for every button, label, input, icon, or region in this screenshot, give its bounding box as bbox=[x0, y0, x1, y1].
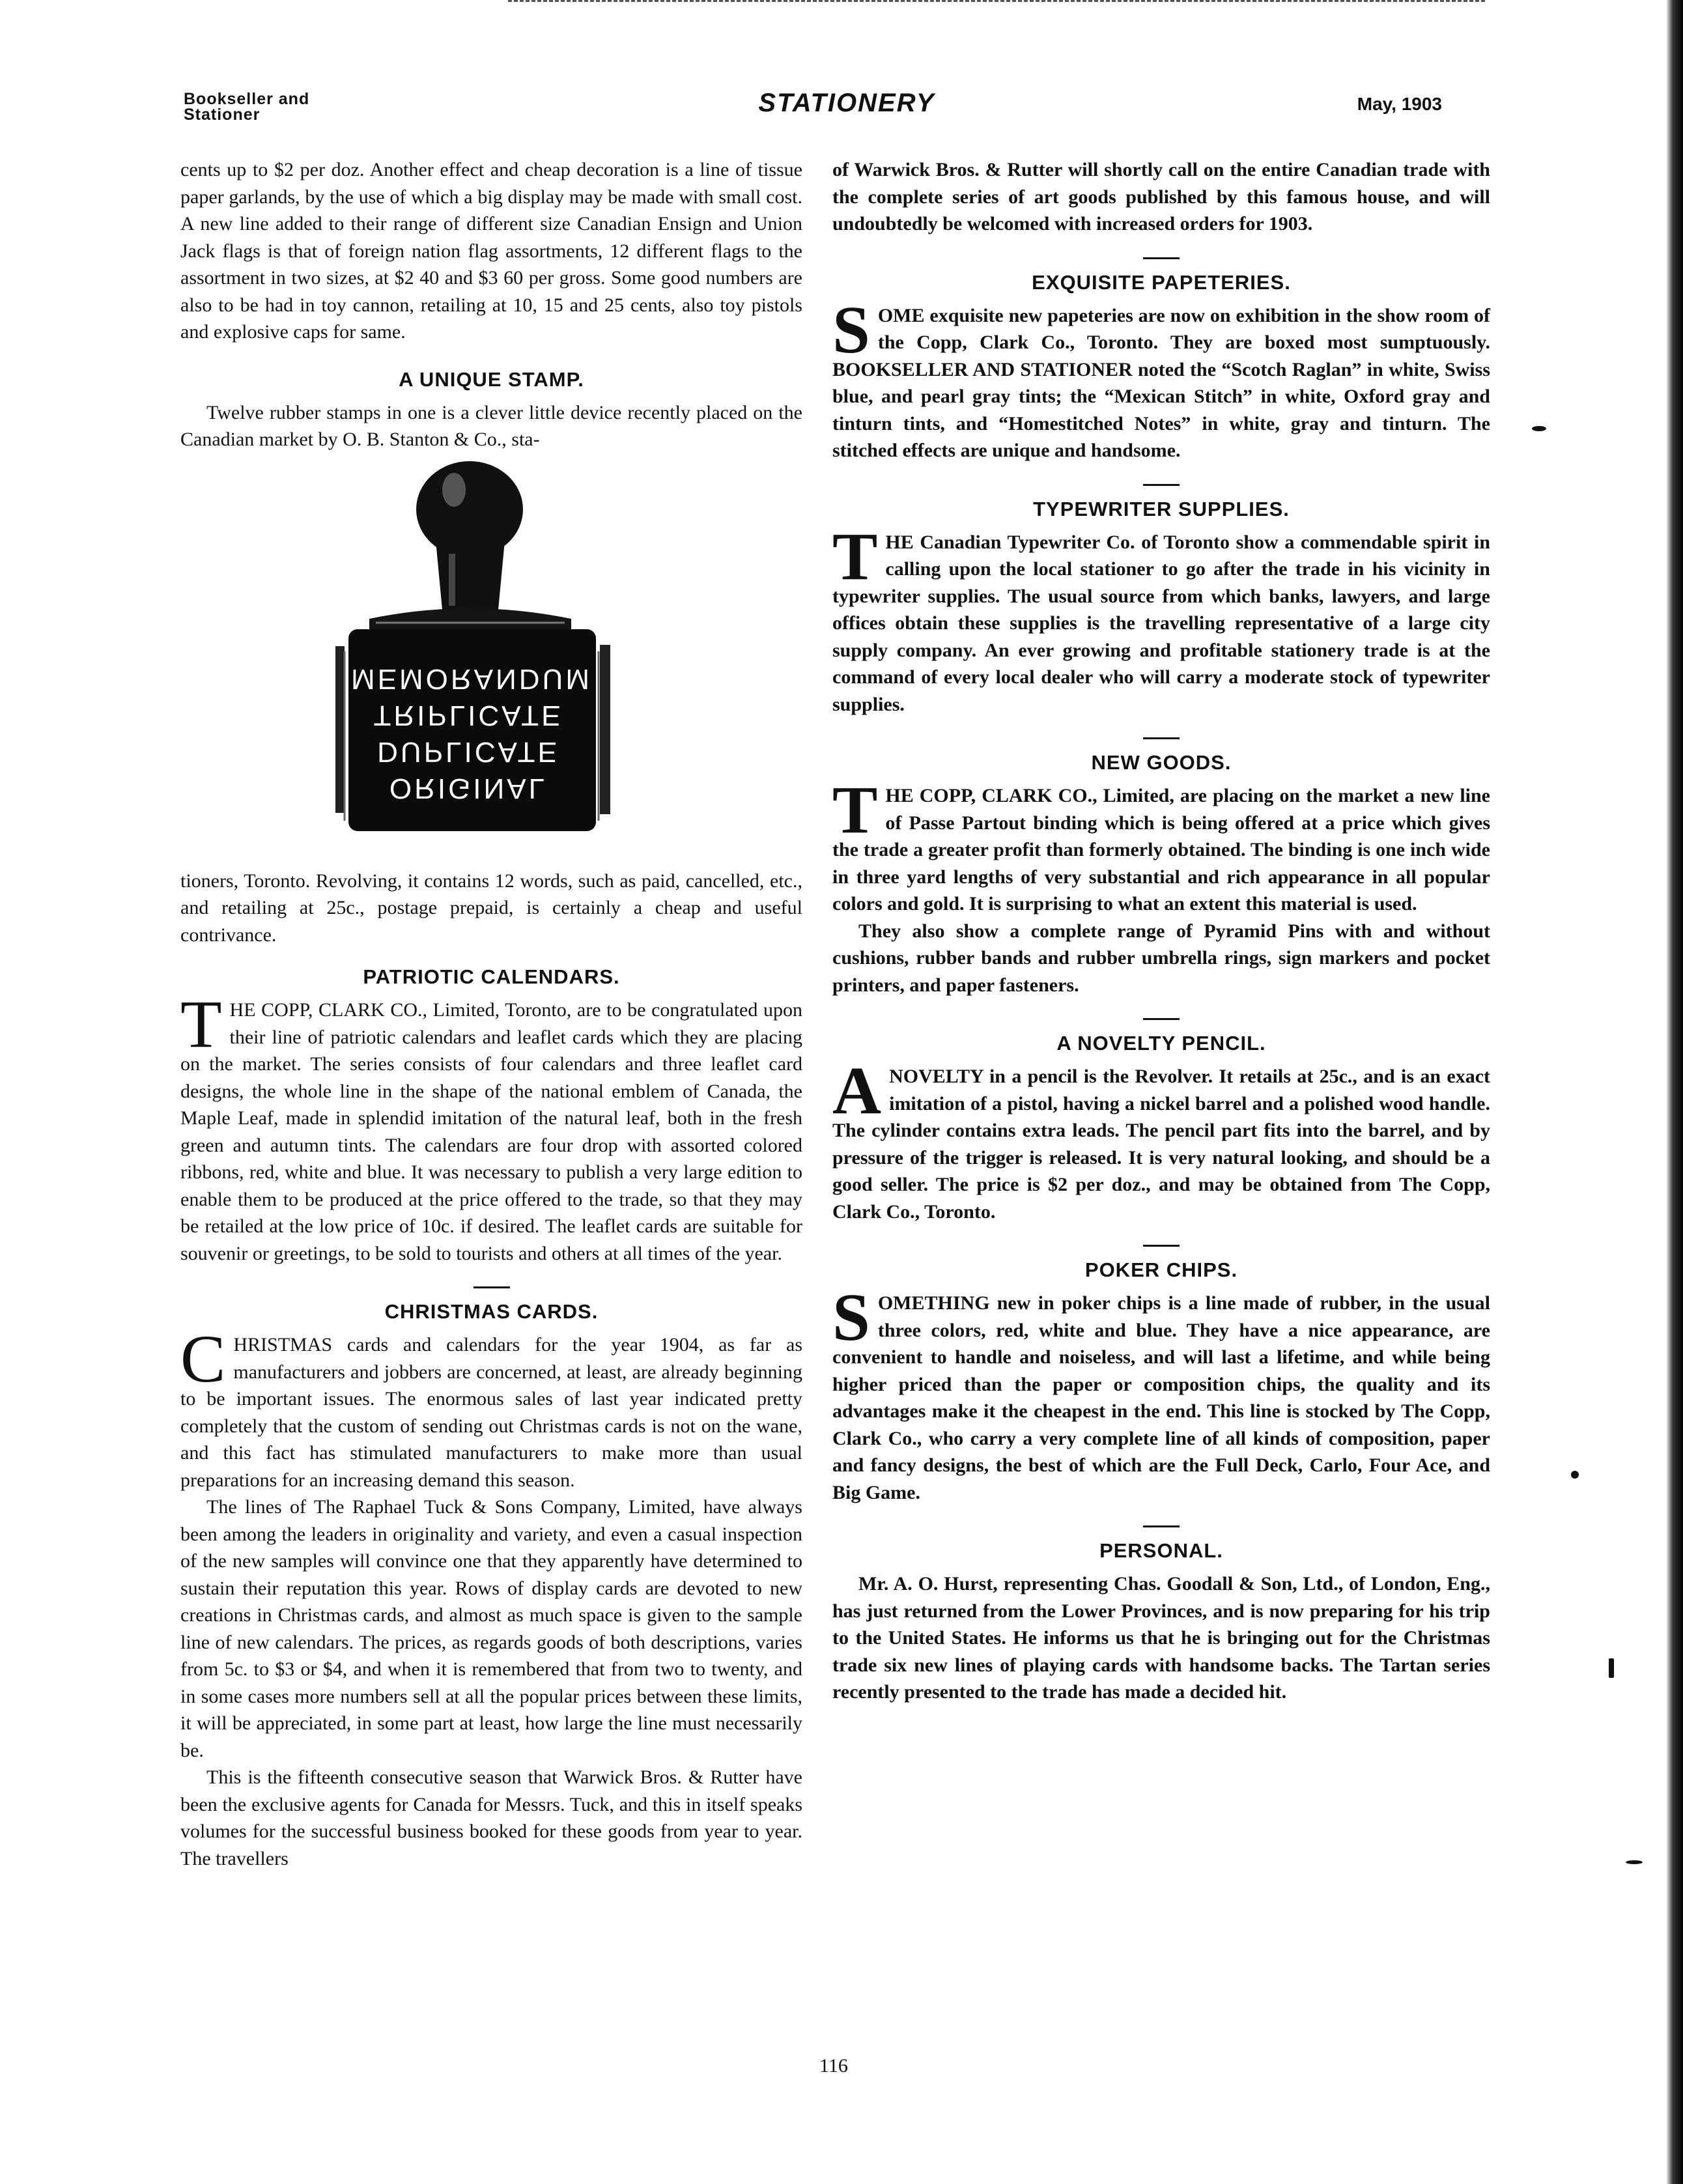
personal-paragraph: Mr. A. O. Hurst, representing Chas. Goodall & Son, Ltd., of London, Eng., has just returned from the Lower Provinces, and is now preparing for his trip to the United States. He informs us that he is bringing out for the Christmas trade six new lines of playing cards with handsome backs. The Tartan series recently presented to the trade has made a decided hit. bbox=[832, 1573, 1490, 1703]
stamp-face-line: ORIGINAL bbox=[389, 772, 548, 804]
running-head-publication-line1: Bookseller and bbox=[184, 90, 310, 108]
christmas-cards-paragraph-2: The lines of The Raphael Tuck & Sons Company, Limited, have always been among the leaders in originality and variety, and even a casual inspection of the new samples will convince one that they apparently have determined to sustain their reputation this year. Rows of display cards are devoted to new creations in Christmas cards, and almost as much space is given to the sample line of new calendars. The prices, as regards goods of both descriptions, varies from 5c. to $3 or $4, and when it is remembered that from two to twenty, and in some cases more numbers sell at all the popular prices between these limits, it will be appreciated, in some part at least, how large the line must necessarily be. bbox=[180, 1496, 802, 1761]
article-continuation: of Warwick Bros. & Rutter will shortly call on the entire Canadian trade with the complete series of art goods published by this famous house, and will undoubtedly be welcomed with increased orders for 1903. bbox=[832, 159, 1490, 234]
heading-unique-stamp: A UNIQUE STAMP. bbox=[399, 367, 584, 391]
pencil-paragraph bbox=[832, 1053, 1490, 1225]
poker-chips-text: OMETHING new in poker chips is a line made of rubber, in the usual three colors, red, white and blue. They have a nice appearance, are convenient to handle and noiseless, and will last a lifetime, and while being higher priced than the paper or composition chips, the quality and its advantages make it the cheapest in the end. This line is stocked by The Copp, Clark Co., who carry a very complete line of all kinds of composition, paper and fancy designs, the best of which are the Full Deck, Carlo, Four Ace, and Big Game. bbox=[832, 1292, 1490, 1503]
drop-cap: T bbox=[832, 773, 878, 847]
running-head-publication bbox=[184, 91, 379, 122]
papeteries-text: OME exquisite new papeteries are now on exhibition in the show room of the Copp, Clark Co., Toronto. They are boxed most sumptuously. BOOKSELLER AND STATIONER noted the “Scotch Raglan” in white, Swiss blue, and pearl gray tints; the “Mexican Stitch” in white, Oxford gray and tinturn tints, and “Homestitched Notes” in white, gray and tinturn. The stitched effects are unique and handsome. bbox=[832, 304, 1490, 461]
new-goods-paragraph-2: They also show a complete range of Pyramid Pins with and without cushions, rubber bands and rubber umbrella rings, sign markers and pocket printers, and paper fasteners. bbox=[832, 920, 1490, 996]
poker-chips-paragraph bbox=[832, 1280, 1490, 1506]
scan-speck bbox=[1626, 1860, 1643, 1864]
page-number: 116 bbox=[819, 2055, 848, 2077]
running-head-date: May, 1903 bbox=[1357, 94, 1442, 114]
drop-cap: A bbox=[832, 1053, 882, 1128]
heading-novelty-pencil: A NOVELTY PENCIL. bbox=[1056, 1032, 1266, 1055]
patriotic-calendars-paragraph bbox=[180, 987, 802, 1267]
new-goods-text: HE COPP, CLARK CO., Limited, are placing on the market a new line of Passe Partout binding which is being offered at a price which gives the trade a greater profit than formerly obtained. The binding is one inch wide in three yard lengths of very substantial and rich appearance in all popular colors and gold. It is surprising to what an extent this material is used. bbox=[832, 785, 1490, 915]
pencil-text: NOVELTY in a pencil is the Revolver. It retails at 25c., and is an exact imitation of a pistol, having a nickel barrel and a polished wood handle. The cylinder contains extra leads. The pencil part fits into the barrel, and by pressure of the trigger is released. It is very natural looking, and should be a good seller. The price is $2 per doz., and may be obtained from The Copp, Clark Co., Toronto. bbox=[832, 1066, 1490, 1223]
heading-christmas-cards: CHRISTMAS CARDS. bbox=[384, 1300, 599, 1323]
unique-stamp-paragraph: Twelve rubber stamps in one is a clever little device recently placed on the Canadian market by O. B. Stanton & Co., sta- bbox=[180, 401, 802, 450]
heading-patriotic-calendars: PATRIOTIC CALENDARS. bbox=[363, 965, 620, 988]
section-rule bbox=[1143, 1018, 1180, 1020]
stamp-face-line: DUPLICATE bbox=[377, 735, 559, 768]
heading-exquisite-papeteries: EXQUISITE PAPETERIES. bbox=[1032, 270, 1291, 294]
heading-poker-chips: POKER CHIPS. bbox=[1084, 1258, 1238, 1281]
drop-cap: C bbox=[180, 1322, 226, 1397]
patriotic-calendars-text: HE COPP, CLARK CO., Limited, Toronto, are to be congratulated upon their line of patriotic calendars and leaflet cards which they are placing on the market. The series consists of four calendars and three leaflet card designs, the whole line in the shape of the national emblem of Canada, the Maple Leaf, made in splendid imitation of the natural leaf, both in the fresh green and autumn tints. The calendars are four drop with assorted colored ribbons, red, white and blue. It was necessary to publish a very large edition to enable them to be produced at the price offered to the trade, so that they may be retailed at the low price of 10c. if desired. The leaflet cards are suitable for souvenir or greetings, to be sold to tourists and others at all times of the year. bbox=[180, 999, 802, 1264]
drop-cap: S bbox=[832, 1280, 870, 1355]
section-rule bbox=[1143, 1245, 1180, 1247]
christmas-cards-paragraph-3: This is the fifteenth consecutive season that Warwick Bros. & Rutter have been the exclusive agents for Canada for Messrs. Tuck, and this in itself speaks volumes for the successful business booked for these goods from year to year. The travellers bbox=[180, 1766, 802, 1869]
section-rule bbox=[1143, 737, 1180, 739]
section-rule bbox=[1143, 484, 1180, 486]
stamp-face-line: TRIPLICATE bbox=[373, 699, 563, 731]
article-continuation: cents up to $2 per doz. Another effect and cheap decoration is a line of tissue paper garlands, by the use of which a big display may be made with small cost. A new line added to their range of different size Canadian Ensign and Union Jack flags is that of foreign nation flag assortments, 12 different flags to the assortment in two sizes, at $2 40 and $3 60 per gross. Some good numbers are also to be had in toy cannon, retailing at 10, 15 and 25 cents, also toy pistols and explosive caps for same. bbox=[180, 159, 802, 343]
scan-speck bbox=[1571, 1471, 1579, 1479]
heading-typewriter-supplies: TYPEWRITER SUPPLIES. bbox=[1033, 497, 1290, 520]
scan-speck bbox=[1609, 1658, 1614, 1678]
running-head-publication-line2: Stationer bbox=[184, 106, 261, 124]
rubber-stamp-illustration bbox=[180, 456, 802, 860]
christmas-cards-text: HRISTMAS cards and calendars for the year 1904, as far as manufacturers and jobbers are concerned, at least, are already beginning to be important issues. The enormous sales of last year indicated pretty completely that the custom of sending out Christmas cards is not on the wane, and this fact has stimulated manufacturers to make more than usual preparations for an increasing demand this season. bbox=[180, 1334, 802, 1491]
christmas-cards-paragraph bbox=[180, 1322, 802, 1494]
papeteries-paragraph bbox=[832, 292, 1490, 464]
drop-cap: T bbox=[180, 987, 222, 1062]
section-rule bbox=[474, 1286, 510, 1288]
stamp-face-line: MEMORANDUM bbox=[351, 662, 592, 695]
typewriter-paragraph bbox=[832, 518, 1490, 718]
unique-stamp-paragraph-continued: tioners, Toronto. Revolving, it contains 12 words, such as paid, cancelled, etc., and retailing at 25c., postage prepaid, is certainly a cheap and useful contrivance. bbox=[180, 870, 802, 946]
drop-cap: T bbox=[832, 518, 878, 594]
heading-personal: PERSONAL. bbox=[1099, 1539, 1223, 1562]
section-rule bbox=[1143, 257, 1180, 259]
scan-top-edge bbox=[508, 0, 1485, 6]
scan-speck bbox=[1532, 426, 1546, 431]
right-column bbox=[832, 156, 1490, 1706]
running-head-section: STATIONERY bbox=[758, 89, 935, 117]
heading-new-goods: NEW GOODS. bbox=[1091, 751, 1232, 774]
scan-edge bbox=[1666, 0, 1683, 2184]
section-rule bbox=[1143, 1525, 1180, 1527]
left-column bbox=[180, 156, 802, 1872]
drop-cap: S bbox=[832, 292, 870, 367]
new-goods-paragraph bbox=[832, 773, 1490, 918]
typewriter-text: HE Canadian Typewriter Co. of Toronto show a commendable spirit in calling upon the local stationer to go after the trade in his vicinity in typewriter supplies. The usual source from which banks, lawyers, and large offices obtain these supplies is the travelling representative of a large city supply company. An ever growing and profitable stationery trade is at the command of every local dealer who will carry a moderate stock of typewriter supplies. bbox=[832, 531, 1490, 715]
